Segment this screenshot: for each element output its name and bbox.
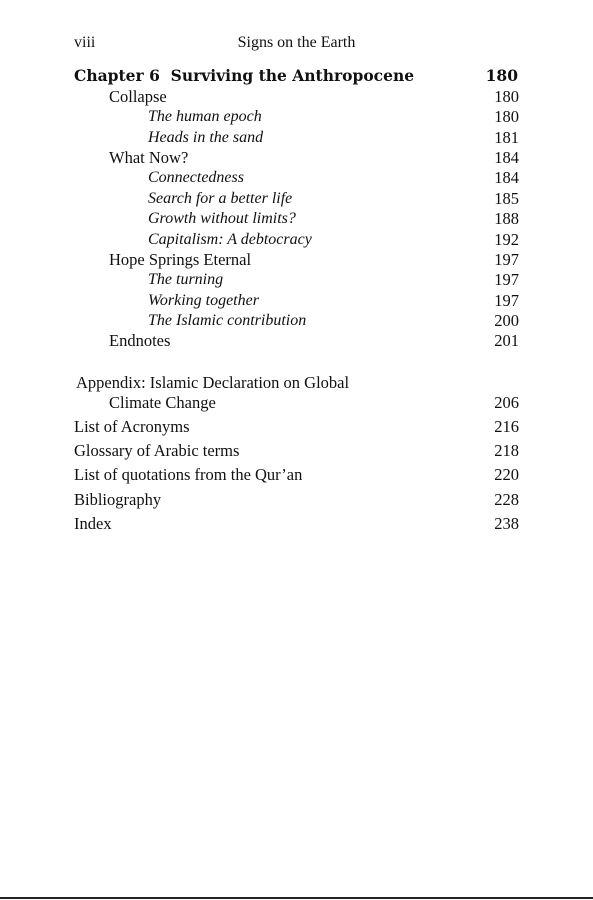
toc-entry-page: 197 xyxy=(494,270,519,289)
toc-entry-label: The turning xyxy=(148,271,224,288)
toc-entry-label: The Islamic contribution xyxy=(148,312,307,329)
toc-entry-page: 181 xyxy=(494,128,519,147)
toc-entry-label: Search for a better life xyxy=(148,190,293,207)
toc-entry-label: List of Acronyms xyxy=(74,417,190,436)
toc-entry-page: 197 xyxy=(494,250,519,269)
toc-chapter-page: 180 xyxy=(485,66,518,85)
toc-entry-page: 180 xyxy=(494,107,519,126)
toc-entry-page: 188 xyxy=(494,209,519,228)
toc-entry-page: 197 xyxy=(494,291,519,310)
toc-entry-label: Capitalism: A debtocracy xyxy=(148,231,312,248)
toc-entry-page: 180 xyxy=(494,87,519,106)
toc-entry-page: 201 xyxy=(494,331,519,350)
toc-entry-label: Heads in the sand xyxy=(148,129,264,146)
toc-entry-page: 216 xyxy=(494,417,519,436)
toc-entry-page: 238 xyxy=(494,514,519,533)
toc-entry-label: The human epoch xyxy=(148,108,262,125)
toc-entry-page: 218 xyxy=(494,441,519,460)
toc-entry-page: 184 xyxy=(494,148,519,167)
toc-entry-page: 185 xyxy=(494,189,519,208)
toc-entry-page: 220 xyxy=(494,465,519,484)
toc-entry-page: 228 xyxy=(494,490,519,509)
toc-entry-label: What Now? xyxy=(109,148,189,167)
toc-entry-label: Appendix: Islamic Declaration on Global xyxy=(76,373,350,392)
toc-entry-label: Climate Change xyxy=(109,393,216,412)
bottom-rule xyxy=(0,897,593,899)
toc-entry-label: Glossary of Arabic terms xyxy=(74,441,240,460)
running-head: Signs on the Earth xyxy=(237,34,356,51)
toc-entry-page: 184 xyxy=(494,168,519,187)
toc-entry-label: Index xyxy=(74,514,112,533)
toc-entry-label: Working together xyxy=(148,292,259,309)
toc-entry-label: Bibliography xyxy=(74,490,162,509)
toc-entry-page: 206 xyxy=(494,393,519,412)
page-number: viii xyxy=(74,34,96,51)
toc-entry-label: Collapse xyxy=(109,87,167,106)
toc-entry-label: Connectedness xyxy=(148,169,244,186)
toc-entry-label: Endnotes xyxy=(109,331,171,350)
toc-entry-label: List of quotations from the Qur’an xyxy=(74,465,303,484)
toc-entry-page: 200 xyxy=(494,311,519,330)
toc-chapter-title: Chapter 6 Surviving the Anthropocene xyxy=(74,66,415,85)
toc-entry-label: Growth without limits? xyxy=(148,210,296,227)
toc-entry-label: Hope Springs Eternal xyxy=(109,250,252,269)
toc-entry-page: 192 xyxy=(494,230,519,249)
